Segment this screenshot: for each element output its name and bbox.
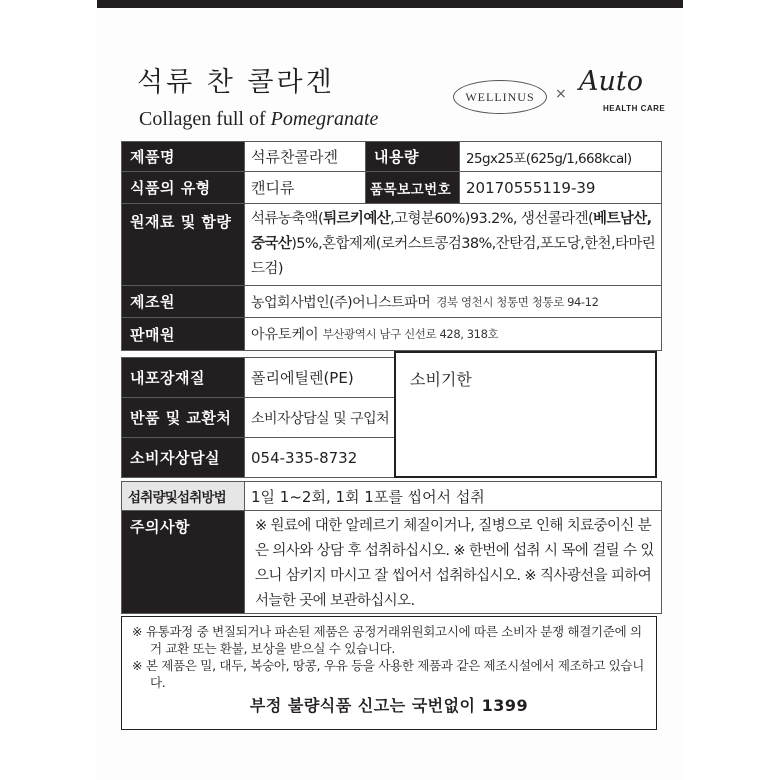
value-seller xyxy=(244,317,662,351)
label-caution: 주의사항 xyxy=(121,510,245,614)
value-report-no: 20170555119-39 xyxy=(459,171,662,204)
ingredients-part2: ,고형분60%)93.2%, 생선콜라겐( xyxy=(390,211,594,227)
maker-name: 농업회사법인(주)어니스트파머 xyxy=(251,294,431,311)
seller-name: 아유토케이 xyxy=(251,327,319,343)
row-product-name xyxy=(121,141,661,172)
auto-healthcare-logo xyxy=(575,66,665,118)
value-product-name: 석류찬콜라겐 xyxy=(244,141,366,172)
title-english-italic: Pomegranate xyxy=(270,108,379,130)
expiry-box xyxy=(394,351,657,478)
label-packaging: 내포장재질 xyxy=(121,357,245,398)
ingredients-part3: )5%,혼합제제(로커스트콩검38%,잔탄검,포도당,한천,타마린드검) xyxy=(251,236,656,277)
ingredients-text xyxy=(251,207,661,282)
label-product-name: 제품명 xyxy=(121,141,245,172)
value-food-type: 캔디류 xyxy=(244,171,366,204)
title-korean: 석류 찬 콜라겐 xyxy=(137,67,335,98)
report-hotline: 부정 불량식품 신고는 국번없이 1399 xyxy=(249,696,529,715)
value-volume: 25gx25포(625g/1,668kcal) xyxy=(459,141,662,172)
row-seller xyxy=(121,317,661,351)
seller-address: 부산광역시 남구 신선로 428, 318호 xyxy=(322,327,499,341)
row-maker xyxy=(121,285,661,318)
value-packaging: 폴리에틸렌(PE) xyxy=(244,357,407,398)
ingredients-origin2: 베트남산, 중국산 xyxy=(251,211,652,252)
label-exchange: 반품 및 교환처 xyxy=(121,397,245,438)
label-ingredients: 원재료 및 함량 xyxy=(121,203,245,286)
auto-logo-sub: HEALTH CARE xyxy=(603,104,666,113)
row-food-type xyxy=(121,171,661,204)
auto-logo-script: Auto xyxy=(579,66,643,97)
row-ingredients xyxy=(121,203,661,286)
ingredients-origin1: 튀르키예산 xyxy=(323,211,391,227)
wellinus-logo-text: WELLINUS xyxy=(465,89,535,104)
label-intake: 섭취량및섭취방법 xyxy=(121,481,245,511)
value-ingredients xyxy=(244,203,662,286)
value-intake: 1일 1~2회, 1회 1포를 씹어서 섭취 xyxy=(244,481,662,511)
collab-x: × xyxy=(555,86,567,102)
value-caution: ※ 원료에 대한 알레르기 체질이거나, 질병으로 인해 치료중이신 분은 의사와 상담 후 섭취하십시오. ※ 한번에 섭취 시 목에 걸릴 수 있으니 삼키지 마시고 잘 씹어서 섭취하십시오. ※ 직사광선을 피하여 서늘한 곳에 보관하십시오. xyxy=(244,510,662,614)
maker-address: 경북 영천시 청통면 청통로 94-12 xyxy=(436,294,599,309)
label-report-no: 품목보고번호 xyxy=(365,171,460,204)
notes-box xyxy=(121,616,657,730)
value-maker xyxy=(244,285,662,318)
row-intake xyxy=(121,481,661,511)
row-caution xyxy=(121,510,661,614)
note-distribution: ※ 유통과정 중 변질되거나 파손된 제품은 공정거래위원회고시에 따른 소비자 분쟁 해결기준에 의거 교환 또는 환불, 보상을 받으실 수 있습니다. xyxy=(132,624,642,656)
value-consult-phone: 054-335-8732 xyxy=(244,437,407,478)
ingredients-part1: 석류농축액( xyxy=(251,211,324,227)
value-exchange: 소비자상담실 및 구입처 xyxy=(244,397,407,438)
expiry-label: 소비기한 xyxy=(410,370,472,389)
label-maker: 제조원 xyxy=(121,285,245,318)
product-label xyxy=(97,0,683,780)
label-food-type: 식품의 유형 xyxy=(121,171,245,204)
label-seller: 판매원 xyxy=(121,317,245,351)
title-english xyxy=(139,108,378,131)
title-english-prefix: Collagen full of xyxy=(139,108,271,130)
note-allergen-facility: ※ 본 제품은 밀, 대두, 복숭아, 땅콩, 우유 등을 사용한 제품과 같은 제조시설에서 제조하고 있습니다. xyxy=(132,658,644,690)
top-bar xyxy=(97,0,683,8)
wellinus-logo xyxy=(453,80,547,114)
label-consult: 소비자상담실 xyxy=(121,437,245,478)
label-volume: 내용량 xyxy=(365,141,460,172)
